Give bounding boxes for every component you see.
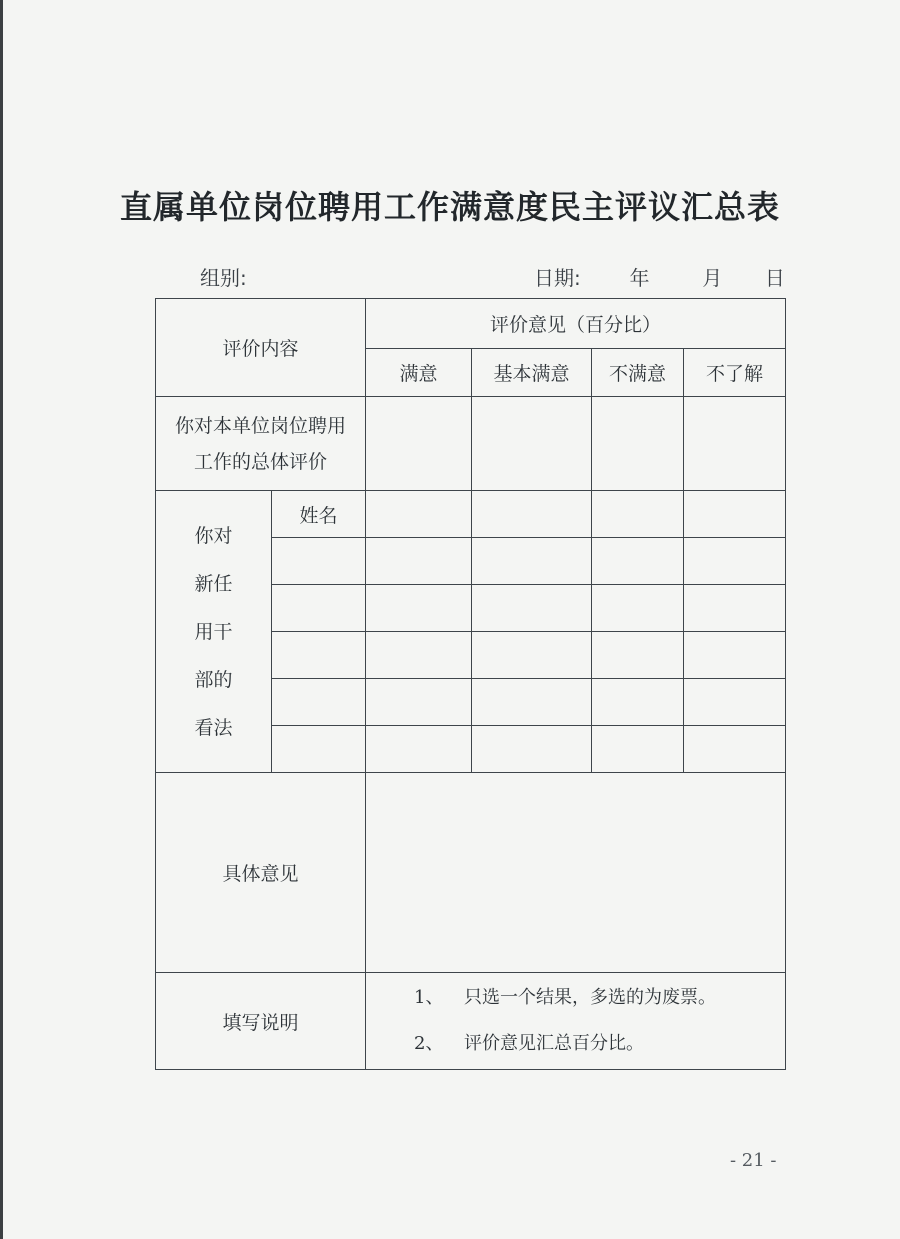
input-cell[interactable] (366, 725, 472, 772)
notes-content (366, 973, 786, 1070)
note-number: 2、 (414, 1033, 444, 1055)
name-cell[interactable] (272, 585, 366, 632)
page-title: 直属单位岗位聘用工作满意度民主评议汇总表 (119, 188, 780, 226)
overall-row (156, 396, 786, 491)
note-text: 只选一个结果，多选的为废票。 (464, 987, 717, 1009)
note-item (414, 975, 785, 1021)
col-basically-satisfied: 基本满意 (472, 348, 592, 396)
input-cell[interactable] (684, 491, 786, 538)
view-label-line: 用干 (194, 620, 233, 643)
input-cell[interactable] (472, 632, 592, 679)
date-field (534, 262, 785, 291)
detail-row (156, 772, 786, 973)
detail-label: 具体意见 (156, 772, 366, 973)
overall-label-line2: 工作的总体评价 (194, 450, 328, 473)
year-label: 年 (629, 266, 650, 290)
input-cell[interactable] (472, 725, 592, 772)
input-cell[interactable] (592, 725, 684, 772)
view-label-line: 看法 (194, 716, 233, 739)
input-cell[interactable] (592, 632, 684, 679)
input-cell[interactable] (472, 396, 592, 491)
input-cell[interactable] (366, 678, 472, 725)
input-cell[interactable] (366, 491, 472, 538)
name-header: 姓名 (272, 491, 366, 538)
note-item (414, 1021, 785, 1067)
input-cell[interactable] (366, 538, 472, 585)
input-cell[interactable] (472, 538, 592, 585)
input-cell[interactable] (684, 725, 786, 772)
overall-label-line1: 你对本单位岗位聘用 (175, 414, 347, 437)
page-number: - 21 - (730, 1150, 777, 1171)
group-label: 组别: (200, 266, 247, 290)
name-cell[interactable] (272, 538, 366, 585)
input-cell[interactable] (366, 396, 472, 491)
input-cell[interactable] (472, 491, 592, 538)
input-cell[interactable] (592, 491, 684, 538)
input-cell[interactable] (592, 396, 684, 491)
input-cell[interactable] (366, 585, 472, 632)
col-unknown: 不了解 (684, 348, 786, 396)
input-cell[interactable] (684, 396, 786, 491)
name-cell[interactable] (272, 725, 366, 772)
input-cell[interactable] (592, 678, 684, 725)
name-header-row (156, 491, 786, 538)
detail-input[interactable] (366, 772, 786, 973)
day-label: 日 (764, 266, 785, 290)
header-row (156, 299, 786, 349)
date-label: 日期: (534, 266, 581, 290)
input-cell[interactable] (684, 585, 786, 632)
input-cell[interactable] (472, 585, 592, 632)
input-cell[interactable] (366, 632, 472, 679)
col-unsatisfied: 不满意 (592, 348, 684, 396)
note-number: 1、 (414, 987, 444, 1009)
opinion-header: 评价意见（百分比） (366, 299, 786, 349)
note-text: 评价意见汇总百分比。 (464, 1033, 645, 1055)
input-cell[interactable] (592, 538, 684, 585)
name-cell[interactable] (272, 678, 366, 725)
overall-label (156, 396, 366, 491)
input-cell[interactable] (472, 678, 592, 725)
view-label-line: 部的 (194, 668, 233, 691)
notes-row (156, 973, 786, 1070)
input-cell[interactable] (684, 678, 786, 725)
input-cell[interactable] (684, 632, 786, 679)
month-label: 月 (702, 266, 723, 290)
input-cell[interactable] (684, 538, 786, 585)
input-cell[interactable] (592, 585, 684, 632)
view-label-line: 你对 (194, 524, 233, 547)
notes-label: 填写说明 (156, 973, 366, 1070)
content-header: 评价内容 (156, 299, 366, 397)
col-satisfied: 满意 (366, 348, 472, 396)
view-label-line: 新任 (194, 572, 233, 595)
evaluation-table (155, 298, 786, 1070)
name-cell[interactable] (272, 632, 366, 679)
cadre-view-label (156, 491, 272, 772)
